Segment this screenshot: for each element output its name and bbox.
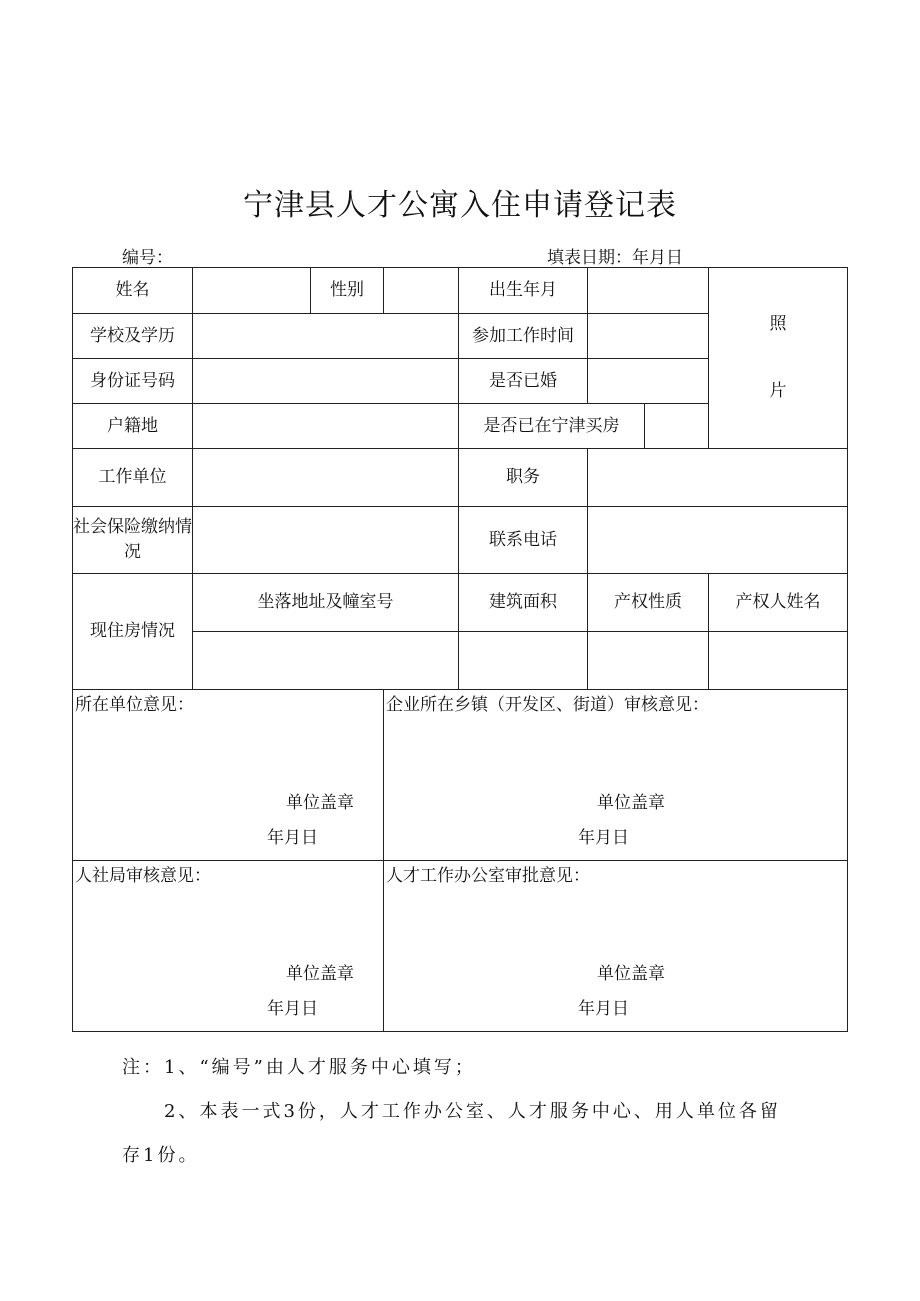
fill-date-label: 填表日期：年月日 xyxy=(547,248,683,268)
township-opinion-label: 企业所在乡镇（开发区、街道）审核意见： xyxy=(386,695,709,715)
photo-label-1: 照 xyxy=(769,314,787,335)
input-employer[interactable] xyxy=(193,449,459,507)
label-hukou: 户籍地 xyxy=(73,404,193,449)
photo-box[interactable] xyxy=(709,268,848,449)
photo-label-2: 片 xyxy=(769,381,787,401)
employer-opinion-label: 所在单位意见： xyxy=(75,695,194,715)
input-married[interactable] xyxy=(588,359,709,404)
label-name: 姓名 xyxy=(73,268,193,314)
township-seal-label: 单位盖章 xyxy=(597,793,665,813)
input-work-start[interactable] xyxy=(588,314,709,359)
input-address[interactable] xyxy=(193,632,459,690)
header-property-type: 产权性质 xyxy=(588,574,709,632)
label-id-number: 身份证号码 xyxy=(73,359,193,404)
note-2: 2、本表一式3份，人才工作办公室、人才服务中心、用人单位各留 xyxy=(164,1101,781,1122)
talent-office-date-label: 年月日 xyxy=(578,999,629,1019)
input-name[interactable] xyxy=(193,268,311,314)
number-label: 编号： xyxy=(122,248,173,268)
label-phone: 联系电话 xyxy=(459,507,588,574)
notes-section xyxy=(122,1046,802,1178)
township-date-label: 年月日 xyxy=(578,828,629,848)
hr-bureau-seal-label: 单位盖章 xyxy=(286,964,354,984)
hr-bureau-opinion-box[interactable] xyxy=(73,861,384,1032)
label-gender: 性别 xyxy=(311,268,384,314)
talent-office-opinion-box[interactable] xyxy=(384,861,848,1032)
input-owner-name[interactable] xyxy=(709,632,848,690)
input-id-number[interactable] xyxy=(193,359,459,404)
input-bought-house[interactable] xyxy=(645,404,709,449)
header-address: 坐落地址及幢室号 xyxy=(193,574,459,632)
label-housing: 现住房情况 xyxy=(73,574,193,690)
label-bought-house: 是否已在宁津买房 xyxy=(459,404,645,449)
label-position: 职务 xyxy=(459,449,588,507)
registration-form-table xyxy=(72,267,848,1032)
hr-bureau-date-label: 年月日 xyxy=(267,999,318,1019)
input-property-type[interactable] xyxy=(588,632,709,690)
header-area: 建筑面积 xyxy=(459,574,588,632)
talent-office-opinion-label: 人才工作办公室审批意见： xyxy=(386,866,590,886)
employer-seal-label: 单位盖章 xyxy=(286,793,354,813)
label-birth: 出生年月 xyxy=(459,268,588,314)
employer-date-label: 年月日 xyxy=(267,828,318,848)
input-position[interactable] xyxy=(588,449,848,507)
label-work-start: 参加工作时间 xyxy=(459,314,588,359)
note-1: 注：1、“编号”由人才服务中心填写； xyxy=(122,1057,476,1078)
input-birth[interactable] xyxy=(588,268,709,314)
hr-bureau-opinion-label: 人社局审核意见： xyxy=(75,866,211,886)
header-owner-name: 产权人姓名 xyxy=(709,574,848,632)
page-title: 宁津县人才公寓入住申请登记表 xyxy=(243,188,677,223)
employer-opinion-box[interactable] xyxy=(73,690,384,861)
input-hukou[interactable] xyxy=(193,404,459,449)
input-gender[interactable] xyxy=(384,268,459,314)
input-phone[interactable] xyxy=(588,507,848,574)
township-opinion-box[interactable] xyxy=(384,690,848,861)
input-social-insurance[interactable] xyxy=(193,507,459,574)
label-school: 学校及学历 xyxy=(73,314,193,359)
input-area[interactable] xyxy=(459,632,588,690)
talent-office-seal-label: 单位盖章 xyxy=(597,964,665,984)
label-employer: 工作单位 xyxy=(73,449,193,507)
note-2-continued: 存1份。 xyxy=(122,1145,200,1166)
label-married: 是否已婚 xyxy=(459,359,588,404)
input-school[interactable] xyxy=(193,314,459,359)
label-social-insurance: 社会保险缴纳情况 xyxy=(73,507,193,574)
